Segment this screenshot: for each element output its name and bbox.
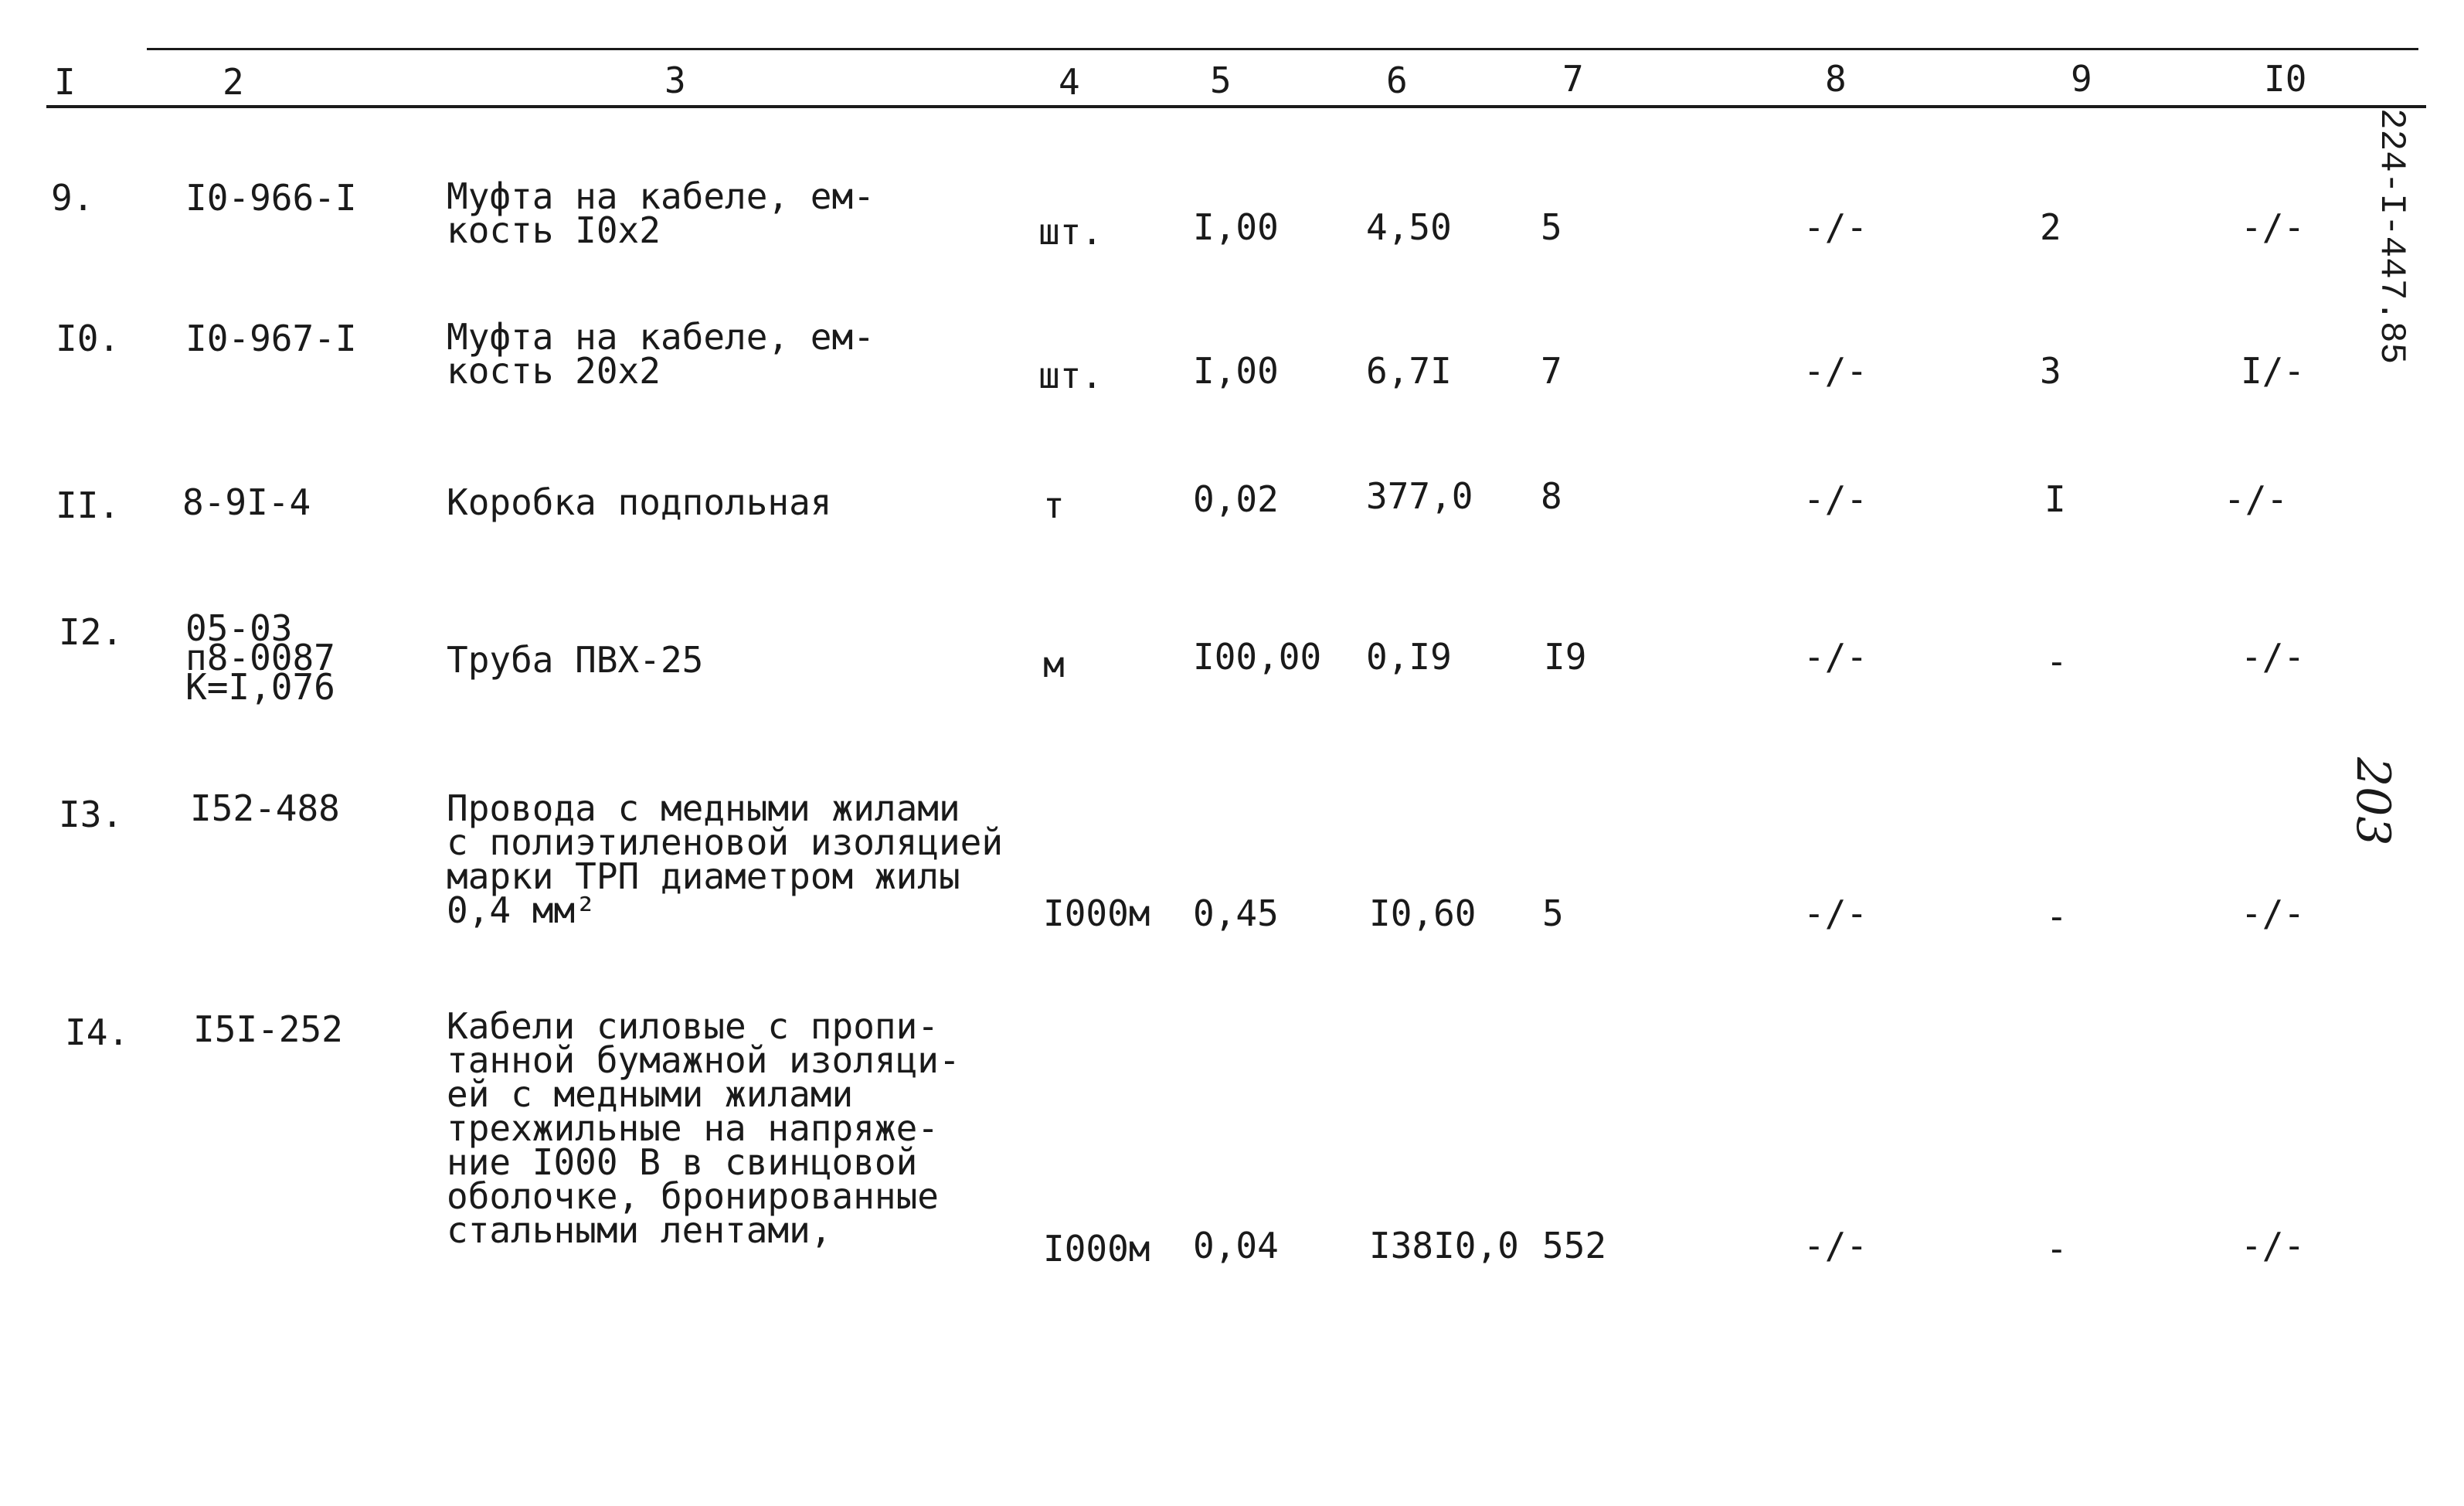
row-10-unit: шт. [1038,355,1103,396]
row-14-col10: -/- [2241,1225,2306,1266]
row-11-col10: -/- [2224,478,2289,520]
row-12-col7: I9 [1544,636,1587,678]
row-14-col5: 0,04 [1193,1225,1279,1266]
row-10-number: I0. [56,318,121,359]
row-9-code: I0-966-I [185,177,357,219]
row-12-col6: 0,I9 [1366,636,1452,678]
row-12-col9: - [2046,641,2068,682]
row-10-col7: 7 [1541,350,1562,392]
row-10-description: Муфта на кабеле, ем- кость 20x2 [447,316,875,392]
row-12-col5: I00,00 [1193,636,1322,678]
row-9-col8: -/- [1803,206,1868,248]
row-10-col10: I/- [2241,350,2306,392]
document-code: 224-I-447.85 [2371,108,2411,365]
row-11-code: 8-9I-4 [182,481,311,523]
col-header-4: 4 [1059,61,1080,103]
row-14-code: I5I-252 [193,1008,343,1050]
row-9-description: Муфта на кабеле, ем- кость I0x2 [447,175,875,251]
col-header-10: I0 [2264,58,2307,100]
row-10-col5: I,00 [1193,350,1279,392]
col-header-7: 7 [1562,58,1584,100]
row-13-description: Провода с медными жилами с полиэтиленовой изоляцией марки ТРП диаметром жилы 0,4 мм² [447,787,1004,931]
row-11-unit: т [1043,484,1065,526]
col-header-8: 8 [1825,58,1847,100]
row-11-col7: 8 [1541,475,1562,517]
row-9-col9: 2 [2040,206,2061,248]
row-13-code: I52-488 [190,787,340,829]
row-14-col9: - [2046,1228,2068,1270]
row-9-col10: -/- [2241,206,2306,248]
row-14-description: Кабели силовые с пропи- танной бумажной изоляци- ей с медными жилами трехжильные на напряже- ние I000 В в свинцовой оболочке, бронированные стальными лентами, [447,1005,960,1251]
row-12-number: I2. [59,611,124,653]
row-9-col6: 4,50 [1366,206,1452,248]
col-header-3: 3 [664,59,686,101]
row-11-number: II. [56,484,121,526]
row-11-col8: -/- [1803,478,1868,520]
row-14-col6: I38I0,0 [1369,1225,1519,1266]
row-12-col10: -/- [2241,636,2306,678]
row-13-col7: 5 [1542,892,1564,934]
row-11-col9: I [2044,478,2066,520]
col-header-1: I [54,61,76,103]
page-number-handwritten: 203 [2346,757,2400,846]
row-9-col5: I,00 [1193,206,1279,248]
row-9-col7: 5 [1541,206,1562,248]
col-header-6: 6 [1386,59,1408,101]
row-12-col8: -/- [1803,636,1868,678]
row-12-unit: м [1043,644,1065,685]
row-11-description: Коробка подпольная [447,481,832,523]
header-bottom-rule [46,105,2426,108]
row-9-number: 9. [51,177,94,219]
row-13-col5: 0,45 [1193,892,1279,934]
row-10-col6: 6,7I [1366,350,1452,392]
row-14-col8: -/- [1803,1225,1868,1266]
row-10-col8: -/- [1803,350,1868,392]
row-11-col5: 0,02 [1193,478,1279,520]
row-14-unit: I000м [1043,1228,1150,1270]
row-13-number: I3. [59,794,124,835]
row-12-code: 05-03 п8-0087 К=I,076 [185,607,335,708]
row-14-col7: 552 [1542,1225,1607,1266]
row-13-col8: -/- [1803,892,1868,934]
col-header-5: 5 [1210,59,1232,101]
row-13-col9: - [2046,896,2068,937]
row-13-col10: -/- [2241,892,2306,934]
row-9-unit: шт. [1038,211,1103,253]
row-11-col6: 377,0 [1366,475,1473,517]
col-header-2: 2 [223,61,244,103]
col-header-9: 9 [2071,58,2092,100]
row-12-description: Труба ПВХ-25 [447,639,704,681]
row-14-number: I4. [65,1011,130,1053]
row-13-col6: I0,60 [1369,892,1477,934]
row-13-unit: I000м [1043,892,1150,934]
header-top-rule [147,48,2418,50]
row-10-col9: 3 [2040,350,2061,392]
row-10-code: I0-967-I [185,318,357,359]
